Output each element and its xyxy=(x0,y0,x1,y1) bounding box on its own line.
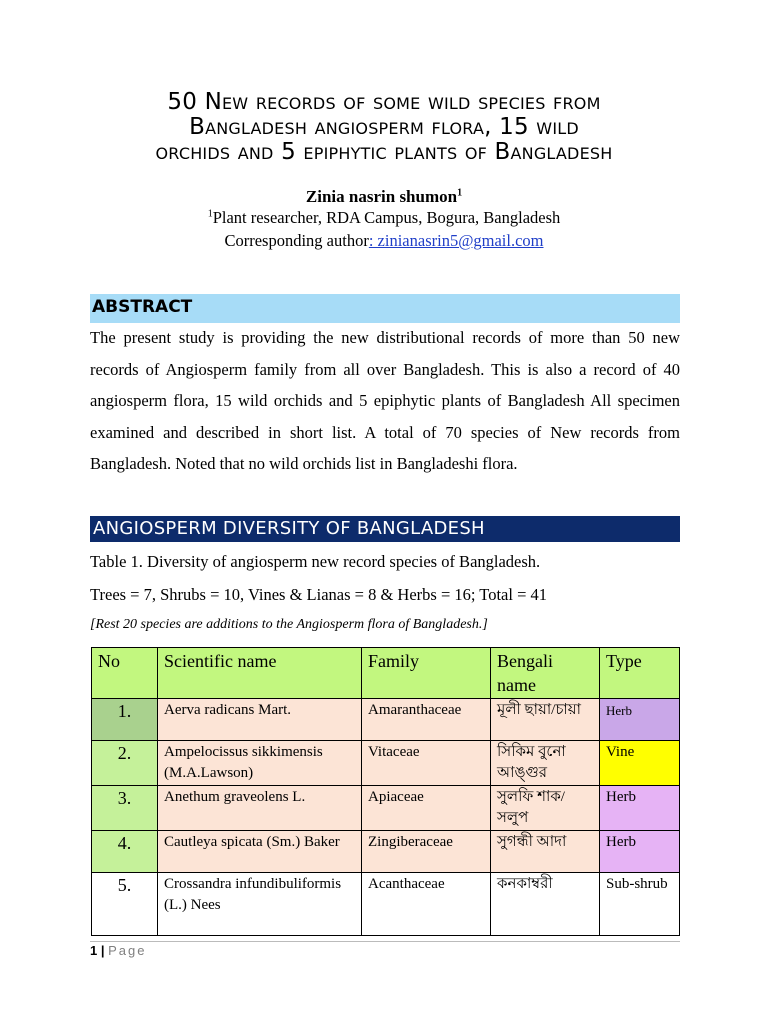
row-no: 3. xyxy=(92,786,158,831)
page-separator: | xyxy=(97,943,109,958)
abstract-heading: ABSTRACT xyxy=(90,294,680,323)
row-family: Acanthaceae xyxy=(362,873,491,936)
row-type: Sub-shrub xyxy=(600,873,680,936)
abstract-text: The present study is providing the new distributional records of more than 50 new records of Angiosperm family from all over Bangladesh. This is also a record of 40 angiosperm flora, 15 wild orchids and 5 epiphytic plants of Bangladesh All specimen examined and described in short list. A total of 70 species of New records from Bangladesh. Noted that no wild orchids list in Bangladeshi flora. xyxy=(90,328,680,473)
author-name xyxy=(0,187,768,207)
row-family: Zingiberaceae xyxy=(362,831,491,873)
row-no: 2. xyxy=(92,741,158,786)
title-line-2: Bangladesh angiosperm flora, 15 wild xyxy=(189,114,579,140)
row-family: Vitaceae xyxy=(362,741,491,786)
row-no: 5. xyxy=(92,873,158,936)
corresponding-author xyxy=(0,231,768,251)
row-scientific-name: Aerva radicans Mart. xyxy=(158,699,362,741)
header-bengali-name: Bengali name xyxy=(491,648,600,699)
header-type: Type xyxy=(600,648,680,699)
footer-divider xyxy=(90,941,680,942)
table-header-row xyxy=(92,648,680,699)
row-type: Herb xyxy=(600,786,680,831)
row-type: Vine xyxy=(600,741,680,786)
table-note: [Rest 20 species are additions to the Angiosperm flora of Bangladesh.] xyxy=(90,617,488,632)
table-row xyxy=(92,831,680,873)
header-family: Family xyxy=(362,648,491,699)
paper-title xyxy=(60,90,708,165)
header-no: No xyxy=(92,648,158,699)
row-scientific-name: Anethum graveolens L. xyxy=(158,786,362,831)
row-bengali-name: সিকিম বুনো আঙ্গুর xyxy=(491,741,600,786)
page-footer xyxy=(90,943,146,958)
title-line-3: orchids and 5 epiphytic plants of Bangladesh xyxy=(155,139,613,165)
author-name-text: Zinia nasrin shumon xyxy=(305,187,458,206)
page-number: 1 xyxy=(90,943,98,958)
affiliation-text: Plant researcher, RDA Campus, Bogura, Bangladesh xyxy=(212,208,561,227)
species-table xyxy=(91,647,680,936)
title-line-1: 50 New records of some wild species from xyxy=(167,89,601,115)
species-counts: Trees = 7, Shrubs = 10, Vines & Lianas = 8 & Herbs = 16; Total = 41 xyxy=(90,585,548,604)
table-row xyxy=(92,786,680,831)
row-family: Amaranthaceae xyxy=(362,699,491,741)
row-type: Herb xyxy=(600,699,680,741)
row-family: Apiaceae xyxy=(362,786,491,831)
row-no: 4. xyxy=(92,831,158,873)
row-bengali-name: মূলী ছায়া/চায়া xyxy=(491,699,600,741)
affiliation xyxy=(0,208,768,228)
page-label: Page xyxy=(108,943,147,958)
row-scientific-name: Ampelocissus sikkimensis (M.A.Lawson) xyxy=(158,741,362,786)
section-heading: ANGIOSPERM DIVERSITY OF BANGLADESH xyxy=(90,516,680,542)
row-bengali-name: সুলফি শাক/সলুপ xyxy=(491,786,600,831)
row-scientific-name: Cautleya spicata (Sm.) Baker xyxy=(158,831,362,873)
row-scientific-name: Crossandra infundibuliformis (L.) Nees xyxy=(158,873,362,936)
table-row xyxy=(92,741,680,786)
row-bengali-name: সুগন্ধী আদা xyxy=(491,831,600,873)
author-email-link[interactable]: : zinianasrin5@gmail.com xyxy=(368,231,544,250)
row-no: 1. xyxy=(92,699,158,741)
row-type: Herb xyxy=(600,831,680,873)
table-caption: Table 1. Diversity of angiosperm new record species of Bangladesh. xyxy=(90,552,541,571)
corresponding-label: Corresponding author xyxy=(224,231,369,250)
row-bengali-name: কনকাম্বরী xyxy=(491,873,600,936)
affiliation-sup: 1 xyxy=(207,208,213,220)
table-row xyxy=(92,873,680,936)
table-row xyxy=(92,699,680,741)
author-sup: 1 xyxy=(457,187,463,199)
header-scientific-name: Scientific name xyxy=(158,648,362,699)
